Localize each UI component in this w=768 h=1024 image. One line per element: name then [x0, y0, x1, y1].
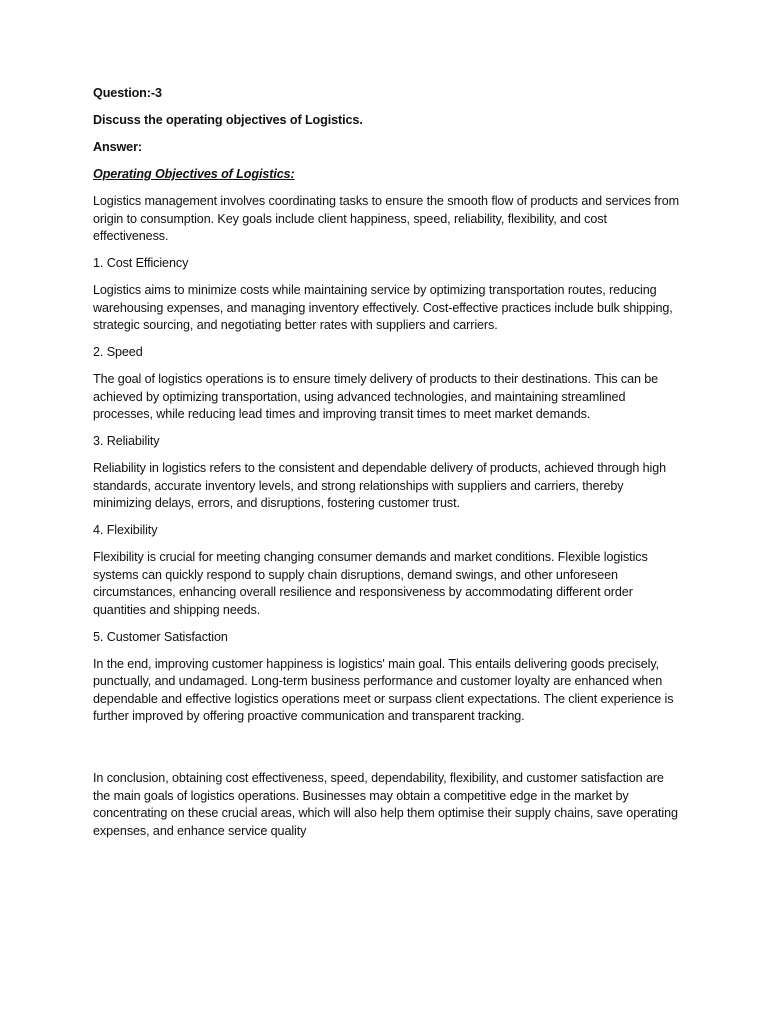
document-page	[93, 85, 683, 850]
objective-heading-reliability: 3. Reliability	[93, 434, 160, 448]
objective-heading-speed: 2. Speed	[93, 345, 143, 359]
answer-label: Answer:	[93, 140, 142, 154]
paragraph-spacer	[93, 735, 683, 770]
question-label: Question:-3	[93, 86, 162, 100]
objective-heading-flexibility: 4. Flexibility	[93, 523, 158, 537]
objective-body-reliability: Reliability in logistics refers to the consistent and dependable delivery of products, achieved through high standards, accurate inventory levels, and strong relationships with suppliers and carriers, thereby minimizing delays, errors, and disruptions, fostering customer trust.	[93, 461, 667, 510]
objective-heading-customer-satisfaction: 5. Customer Satisfaction	[93, 629, 228, 644]
objective-body-speed: The goal of logistics operations is to ensure timely delivery of products to their destinations. This can be achieved by optimizing transportation, using advanced technologies, and maintaining streamlined processes, while reducing lead times and improving transit times to meet market demands.	[93, 372, 659, 421]
objective-heading-cost-efficiency: 1. Cost Efficiency	[93, 256, 189, 270]
conclusion-paragraph: In conclusion, obtaining cost effectiveness, speed, dependability, flexibility, and customer satisfaction are the main goals of logistics operations. Businesses may obtain a competitive edge in the market by concentrating on these crucial areas, which will also help them optimise their supply chains, save operating expenses, and enhance service quality	[93, 771, 678, 838]
question-text: Discuss the operating objectives of Logistics.	[93, 113, 363, 127]
objective-body-flexibility: Flexibility is crucial for meeting changing consumer demands and market conditions. Flexible logistics systems can quickly respond to supply chain disruptions, demand swings, and other unforeseen circumstances, enhancing overall resilience and responsiveness by accommodating different order quantities and shipping needs.	[93, 550, 648, 617]
objective-body-cost-efficiency: Logistics aims to minimize costs while maintaining service by optimizing transportation routes, reducing warehousing expenses, and managing inventory effectively. Cost-effective practices include bulk shipping, strategic sourcing, and negotiating better rates with suppliers and carriers.	[93, 283, 673, 332]
section-title: Operating Objectives of Logistics:	[93, 167, 295, 181]
objective-body-customer-satisfaction: In the end, improving customer happiness is logistics' main goal. This entails delivering goods precisely, punctually, and undamaged. Long-term business performance and customer loyalty are enhanced when dependable and effective logistics operations meet or surpass client expectations. The client experience is further improved by offering proactive communication and transparent tracking.	[93, 656, 674, 723]
intro-paragraph: Logistics management involves coordinating tasks to ensure the smooth flow of products and services from origin to consumption. Key goals include client happiness, speed, reliability, flexibility, and cost effectiveness.	[93, 194, 680, 243]
